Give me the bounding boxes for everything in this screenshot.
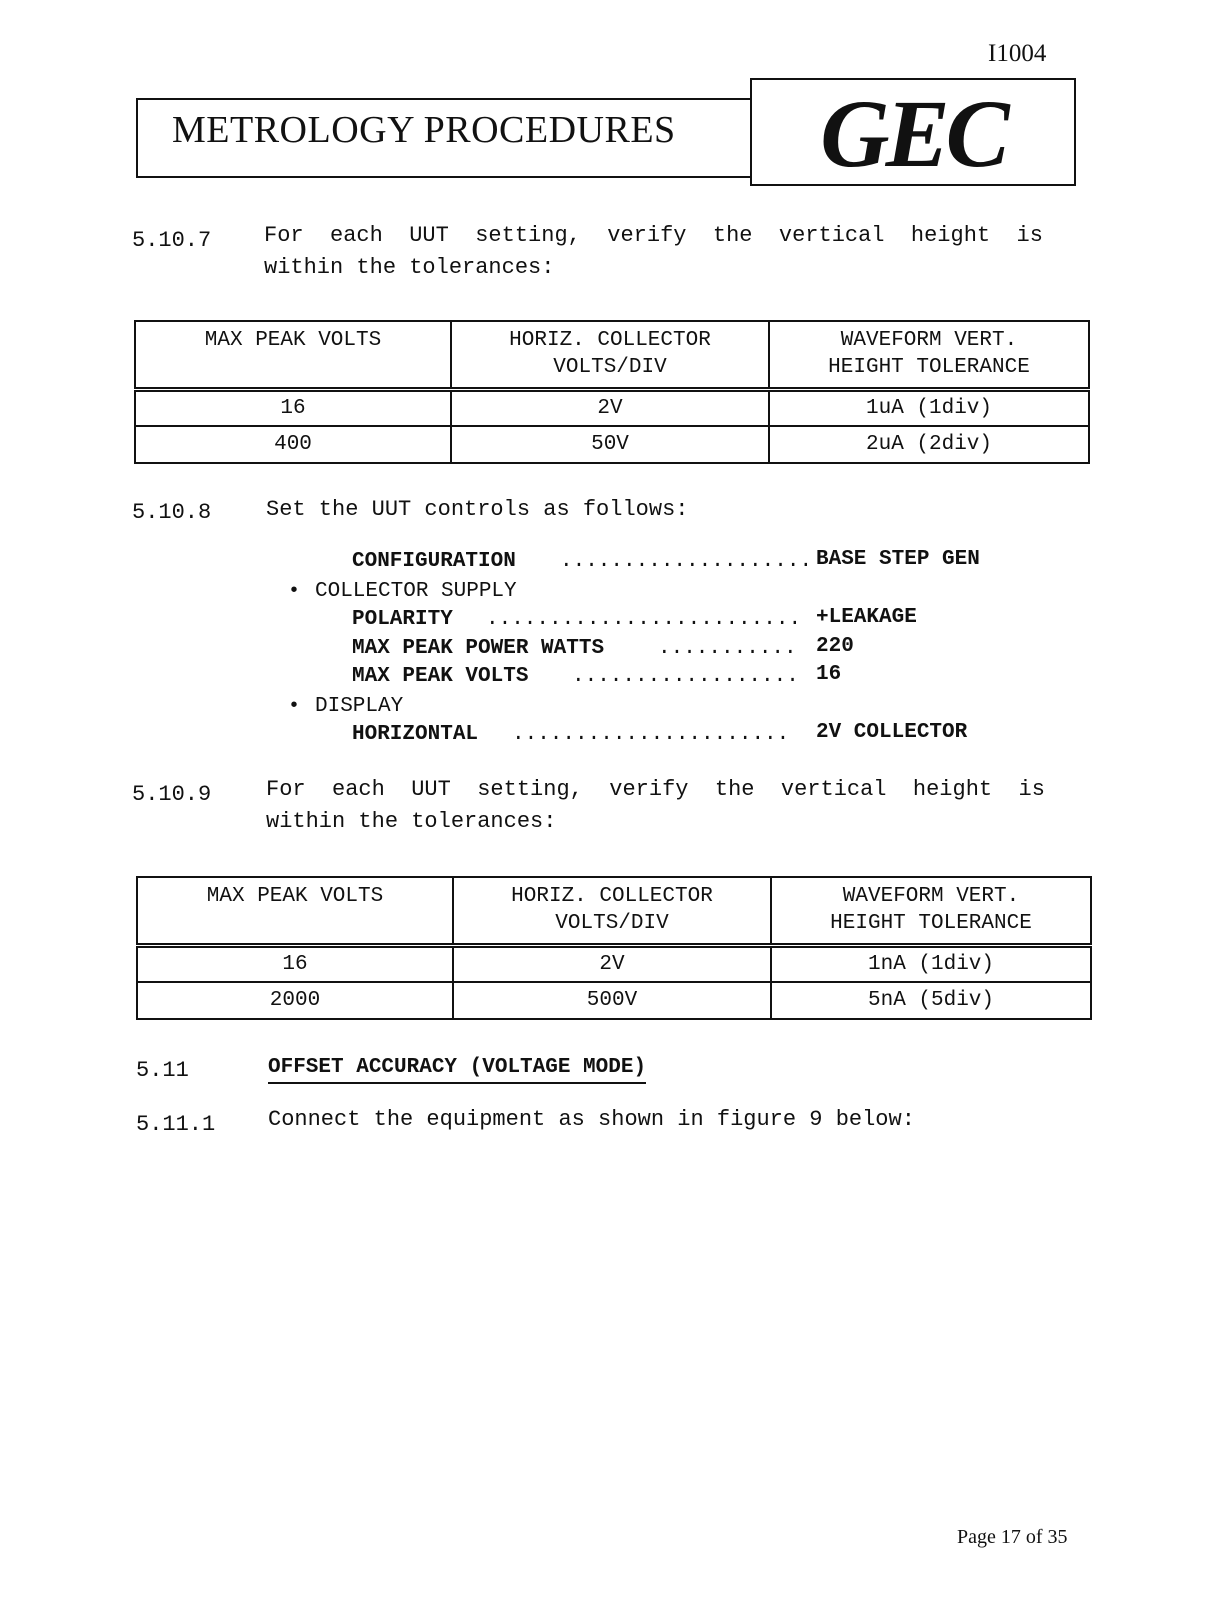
table-cell: 16 — [135, 389, 451, 426]
step-text-line: within the tolerances: — [266, 809, 557, 834]
step-text-line: within the tolerances: — [264, 255, 555, 280]
table-cell: 1uA (1div) — [769, 389, 1089, 426]
column-header: WAVEFORM VERT. HEIGHT TOLERANCE — [769, 321, 1089, 389]
tolerance-table-1 — [134, 320, 1090, 464]
table-header-row — [135, 321, 1089, 389]
step-text: Connect the equipment as shown in figure 9 below: — [268, 1107, 915, 1132]
svg-text:GEC: GEC — [820, 80, 1006, 184]
setting-value: 16 — [816, 663, 842, 686]
step-number: 5.11.1 — [136, 1112, 216, 1137]
table-cell: 2uA (2div) — [769, 426, 1089, 463]
table-row — [137, 945, 1091, 982]
column-header: HORIZ. COLLECTOR VOLTS/DIV — [451, 321, 769, 389]
section-number: 5.11 — [136, 1058, 189, 1083]
step-number: 5.10.9 — [132, 782, 212, 807]
step-text-line: For each UUT setting, verify the vertical height is — [264, 223, 1043, 248]
gec-logo — [752, 80, 1074, 184]
table-row — [135, 389, 1089, 426]
setting-label: MAX PEAK POWER WATTS — [352, 637, 605, 660]
settings-group-label: COLLECTOR SUPPLY — [315, 580, 517, 603]
table-cell: 50V — [451, 426, 769, 463]
bullet: • — [288, 580, 301, 603]
column-header: MAX PEAK VOLTS — [135, 321, 451, 389]
step-number: 5.10.8 — [132, 500, 212, 525]
page-title: METROLOGY PROCEDURES — [172, 109, 676, 151]
page-number: Page 17 of 35 — [957, 1526, 1068, 1548]
table-cell: 500V — [453, 982, 771, 1019]
column-header: MAX PEAK VOLTS — [137, 877, 453, 945]
setting-value: +LEAKAGE — [816, 606, 917, 629]
leader-dots: ......................... — [486, 608, 802, 631]
table-cell: 5nA (5div) — [771, 982, 1091, 1019]
setting-value: 220 — [816, 635, 854, 658]
leader-dots: ...................... — [512, 723, 790, 746]
setting-value: BASE STEP GEN — [816, 548, 980, 571]
setting-label: POLARITY — [352, 608, 453, 631]
table-header-row — [137, 877, 1091, 945]
column-header: WAVEFORM VERT. HEIGHT TOLERANCE — [771, 877, 1091, 945]
section-title: OFFSET ACCURACY (VOLTAGE MODE) — [268, 1056, 646, 1084]
table-cell: 1nA (1div) — [771, 945, 1091, 982]
setting-label: HORIZONTAL — [352, 723, 479, 746]
bullet: • — [288, 695, 301, 718]
column-header: HORIZ. COLLECTOR VOLTS/DIV — [453, 877, 771, 945]
table-cell: 2V — [451, 389, 769, 426]
tolerance-table-2 — [136, 876, 1092, 1020]
table-cell: 2000 — [137, 982, 453, 1019]
settings-group-label: DISPLAY — [315, 695, 404, 718]
step-number: 5.10.7 — [132, 228, 212, 253]
leader-dots: ........... — [658, 637, 797, 660]
setting-label: MAX PEAK VOLTS — [352, 665, 529, 688]
leader-dots: .................. — [572, 665, 799, 688]
table-row — [137, 982, 1091, 1019]
step-text-line: For each UUT setting, verify the vertical height is — [266, 777, 1045, 802]
table-cell: 2V — [453, 945, 771, 982]
table-cell: 400 — [135, 426, 451, 463]
leader-dots: .................... — [560, 550, 813, 573]
step-text: Set the UUT controls as follows: — [266, 497, 689, 522]
document-id: I1004 — [988, 40, 1047, 67]
setting-label: CONFIGURATION — [352, 550, 516, 573]
table-row — [135, 426, 1089, 463]
table-cell: 16 — [137, 945, 453, 982]
setting-value: 2V COLLECTOR — [816, 721, 968, 744]
